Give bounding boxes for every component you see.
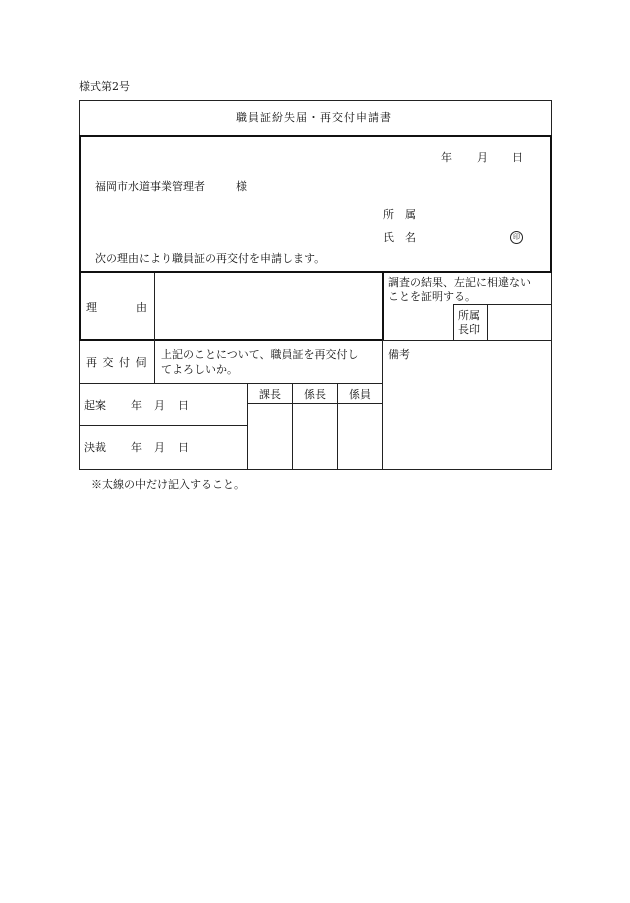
drafted-month: 月 <box>154 399 165 412</box>
seal-mark: 印 <box>510 231 523 244</box>
right-column-divider <box>382 340 383 470</box>
certification-seal-top <box>453 304 552 305</box>
approvers-divider-left <box>247 383 248 470</box>
form-number: 様式第2号 <box>79 80 130 93</box>
addressee-honorific: 様 <box>236 180 247 193</box>
approved-day: 日 <box>178 441 189 454</box>
approvers-divider-1 <box>292 383 293 470</box>
approved-month: 月 <box>154 441 165 454</box>
reissue-text-line-1: 上記のことについて、職員証を再交付し <box>161 348 359 361</box>
reissue-divider <box>154 340 155 383</box>
addressee: 福岡市水道事業管理者 <box>95 180 205 193</box>
approvers-header-line <box>247 403 382 404</box>
remarks-label: 備考 <box>388 348 410 361</box>
approved-year: 年 <box>131 441 142 454</box>
reason-divider <box>154 273 155 340</box>
reason-input[interactable] <box>156 274 380 338</box>
approver-subchief: 係長 <box>304 388 326 401</box>
certification-seal-left <box>453 304 454 341</box>
reason-label-2: 由 <box>136 301 147 314</box>
drafted-year: 年 <box>131 399 142 412</box>
drafted-bottom-line <box>79 425 247 426</box>
head-seal-label-1: 所属 <box>458 309 480 322</box>
reissue-text-line-2: てよろしいか。 <box>161 363 238 376</box>
certification-bottom-line <box>382 340 552 341</box>
drafted-label: 起案 <box>84 399 106 412</box>
certification-seal-divider <box>487 304 488 341</box>
certification-line-1: 調査の結果、左記に相違ない <box>388 276 531 289</box>
certification-line-2: ことを証明する。 <box>388 290 476 303</box>
drafted-day: 日 <box>178 399 189 412</box>
approver-staff: 係員 <box>349 388 371 401</box>
application-date-day: 日 <box>512 151 523 164</box>
reason-label-1: 理 <box>86 301 97 314</box>
application-date-year: 年 <box>441 151 452 164</box>
application-statement: 次の理由により職員証の再交付を申請します。 <box>95 252 326 265</box>
form-title: 職員証紛失届・再交付申請書 <box>236 111 392 124</box>
head-seal-label-2: 長印 <box>458 323 480 336</box>
approver-chief: 課長 <box>259 388 281 401</box>
affiliation-label: 所 属 <box>383 208 416 221</box>
approvers-divider-2 <box>337 383 338 470</box>
approved-label: 決裁 <box>84 441 106 454</box>
name-label: 氏 名 <box>383 231 416 244</box>
footnote: ※太線の中だけ記入すること。 <box>91 478 245 491</box>
application-date-month: 月 <box>477 151 488 164</box>
reissue-label: 再 交 付 伺 <box>86 356 148 369</box>
